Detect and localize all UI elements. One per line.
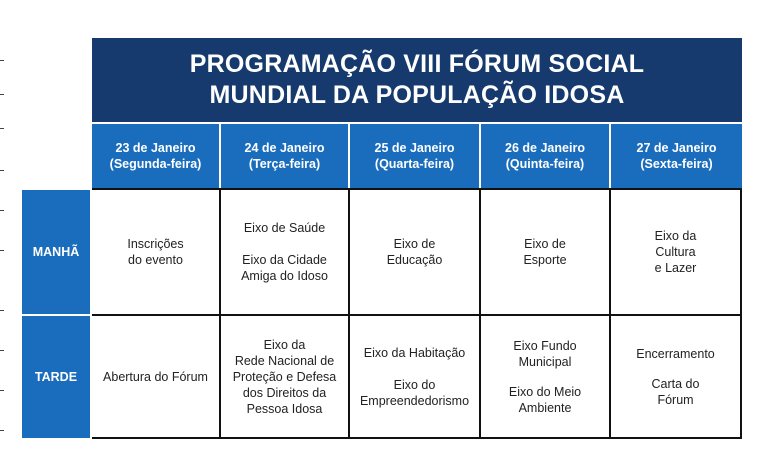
period-label-morning xyxy=(22,190,90,314)
edge-tick-marks xyxy=(0,60,6,440)
cell-text: Encerramento xyxy=(636,346,715,361)
morning-cell-27 xyxy=(611,190,740,314)
day-header-23 xyxy=(92,124,219,188)
day-weekday: (Segunda-feira) xyxy=(109,157,202,171)
cell-text: Eixo da Habitação xyxy=(363,345,466,360)
cell-text: do evento xyxy=(128,253,183,267)
day-header-24 xyxy=(221,124,348,188)
cell-text: Eixo da xyxy=(654,229,697,243)
cell-text: Carta do xyxy=(651,376,700,391)
cell-text: Pessoa Idosa xyxy=(246,401,323,416)
cell-text: dos Direitos da xyxy=(242,385,327,400)
period-label-text: TARDE xyxy=(34,370,78,384)
grid-line xyxy=(92,437,742,439)
cell-text: Eixo de xyxy=(524,237,566,251)
day-weekday: (Quarta-feira) xyxy=(374,157,455,171)
cell-text: Esporte xyxy=(523,253,567,267)
title-line-1: PROGRAMAÇÃO VIII FÓRUM SOCIAL xyxy=(189,50,645,78)
cell-text: Eixo Fundo xyxy=(513,338,577,353)
cell-text: Proteção e Defesa xyxy=(232,369,337,384)
day-date: 24 de Janeiro xyxy=(244,141,325,155)
cell-text: Fórum xyxy=(657,392,694,407)
day-date: 25 de Janeiro xyxy=(374,141,455,155)
day-date: 23 de Janeiro xyxy=(115,141,196,155)
cell-text: Educação xyxy=(386,253,443,267)
cell-text: Amiga do Idoso xyxy=(241,269,328,283)
morning-cell-23 xyxy=(92,190,219,314)
afternoon-cell-24 xyxy=(221,316,348,437)
cell-text: Cultura xyxy=(655,245,696,259)
cell-text: e Lazer xyxy=(654,261,697,275)
morning-cell-26 xyxy=(481,190,609,314)
day-header-26 xyxy=(481,124,609,188)
cell-text: Eixo do xyxy=(393,377,436,392)
morning-cell-24 xyxy=(221,190,348,314)
period-label-text: MANHÃ xyxy=(32,245,80,259)
cell-text: Ambiente xyxy=(518,400,572,415)
afternoon-cell-25 xyxy=(350,316,479,437)
cell-text: Municipal xyxy=(518,354,572,369)
cell-text: Eixo de xyxy=(393,237,436,251)
cell-text: Empreendedorismo xyxy=(359,393,470,408)
morning-cell-25 xyxy=(350,190,479,314)
cell-text: Rede Nacional de xyxy=(234,353,335,368)
day-date: 27 de Janeiro xyxy=(636,141,717,155)
period-label-afternoon xyxy=(22,316,90,438)
day-date: 26 de Janeiro xyxy=(505,141,585,155)
cell-text: Eixo de Saúde xyxy=(243,221,326,235)
afternoon-cell-26 xyxy=(481,316,609,437)
day-weekday: (Terça-feira) xyxy=(248,157,321,171)
schedule-title xyxy=(92,38,742,122)
cell-text: Eixo da xyxy=(263,337,306,352)
grid-line xyxy=(740,190,742,438)
cell-text: Eixo do Meio xyxy=(508,384,582,399)
day-weekday: (Quinta-feira) xyxy=(505,157,585,171)
cell-text: Inscrições xyxy=(127,237,184,251)
cell-text: Abertura do Fórum xyxy=(103,369,208,384)
day-weekday: (Sexta-feira) xyxy=(640,157,713,171)
cell-text: Eixo da Cidade xyxy=(242,253,327,267)
day-header-25 xyxy=(350,124,479,188)
day-header-27 xyxy=(611,124,742,188)
afternoon-cell-27 xyxy=(611,316,740,437)
title-line-2: MUNDIAL DA POPULAÇÃO IDOSA xyxy=(209,81,625,109)
afternoon-cell-23 xyxy=(92,316,219,437)
